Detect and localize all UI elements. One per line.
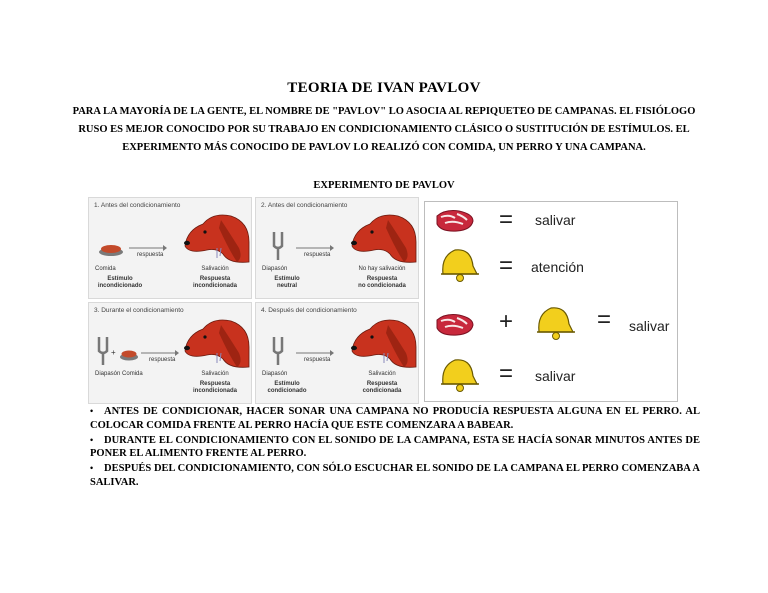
result-salivar-1: salivar	[535, 212, 576, 228]
dog-head-icon	[351, 215, 416, 262]
panel-title: 2. Antes del condicionamiento	[261, 202, 348, 209]
response-label: Respuesta condicionada	[362, 381, 402, 394]
result-salivar-3: salivar	[535, 368, 576, 384]
food-bowl-icon	[120, 351, 138, 361]
left-item-label: Diapasón	[262, 371, 288, 377]
stimulus-label: Estímulo condicionado	[267, 381, 307, 394]
right-item-label: Salivación	[201, 371, 229, 377]
tuning-fork-icon	[274, 337, 282, 365]
response-label: Respuesta incondicionada	[192, 276, 237, 289]
panel-title: 1. Antes del condicionamiento	[94, 202, 181, 209]
stimulus-label: Estímulo incondicionado	[97, 276, 143, 289]
result-atencion: atención	[531, 259, 584, 275]
svg-text:+: +	[111, 348, 116, 357]
arrow-label: respuesta	[149, 357, 176, 363]
diagram-panel-3	[88, 302, 252, 404]
bullet-item: • DURANTE EL CONDICIONAMIENTO CON EL SONIDO DE LA CAMPANA, ESTA SE HACÍA SONAR MINUTOS ANTES DE PONER EL ALIMENTO FRENTE AL PERRO.	[90, 434, 700, 459]
bullet-item: • ANTES DE CONDICIONAR, HACER SONAR UNA CAMPANA NO PRODUCÍA RESPUESTA ALGUNA EN EL PERRO. AL COLOCAR COMIDA FRENTE AL PERRO HACÍA QUE ESTE COMENZARA A BABEAR.	[90, 406, 700, 431]
panel-title: 4. Después del condicionamiento	[261, 307, 357, 314]
intro-paragraph: PARA LA MAYORÍA DE LA GENTE, EL NOMBRE DE "PAVLOV" LO ASOCIA AL REPIQUETEO DE CAMPANAS. EL FISIÓLOGO RUSO ES MEJOR CONOCIDO POR SU TRABAJO EN CONDICIONAMIENTO CLÁSICO O SUSTITUCIÓN DE ESTÍMULOS. EL EXPERIMENTO MÁS CONOCIDO DE PAVLOV LO REALIZÓ CON COMIDA, UN PERRO Y UNA CAMPANA.	[72, 106, 696, 153]
result-salivar-2: salivar	[629, 318, 670, 334]
equals-sign: =	[499, 206, 514, 233]
diagram-panel-4	[255, 302, 419, 404]
meat-icon	[433, 312, 477, 338]
page-title: TEORIA DE IVAN PAVLOV	[287, 80, 481, 96]
arrow-label: respuesta	[137, 252, 164, 258]
diagram-panel-1	[88, 197, 252, 299]
panel-title: 3. Durante el condicionamiento	[94, 307, 184, 314]
stimulus-label: Estímulo neutral	[274, 276, 300, 289]
equals-sign: =	[499, 252, 514, 279]
bullet-item: • DESPUÉS DEL CONDICIONAMIENTO, CON SÓLO ESCUCHAR EL SONIDO DE LA CAMPANA EL PERRO COMENZABA A SALIVAR.	[90, 463, 700, 488]
bullet-dot: •	[90, 406, 94, 416]
left-item-label: Diapasón Comida	[95, 371, 143, 377]
meat-icon	[433, 208, 477, 234]
tuning-fork-icon	[99, 337, 107, 365]
left-item-label: Diapasón	[262, 266, 288, 272]
bullet-dot: •	[90, 434, 94, 445]
right-item-label: No hay salivación	[358, 266, 406, 272]
left-item-label: Comida	[95, 266, 116, 272]
food-bowl-icon	[99, 245, 123, 256]
bell-icon	[433, 244, 481, 284]
diagram-panel-2	[255, 197, 419, 299]
equals-sign: =	[597, 306, 612, 333]
response-label: Respuesta incondicionada	[192, 381, 237, 394]
plus-sign: +	[499, 308, 514, 335]
response-label: Respuesta no condicionada	[358, 276, 406, 289]
pavlov-diagram	[88, 197, 418, 404]
bell-icon	[433, 354, 481, 394]
tuning-fork-icon	[274, 232, 282, 260]
right-item-label: Salivación	[368, 371, 396, 377]
equals-sign: =	[499, 360, 514, 387]
bell-icon	[529, 302, 577, 342]
arrow-label: respuesta	[304, 357, 331, 363]
arrow-label: respuesta	[304, 252, 331, 258]
bullet-list	[90, 405, 700, 491]
right-item-label: Salivación	[201, 266, 229, 272]
equations-box	[424, 201, 678, 402]
bullet-dot: •	[90, 463, 94, 473]
experiment-subtitle: EXPERIMENTO DE PAVLOV	[313, 180, 455, 191]
